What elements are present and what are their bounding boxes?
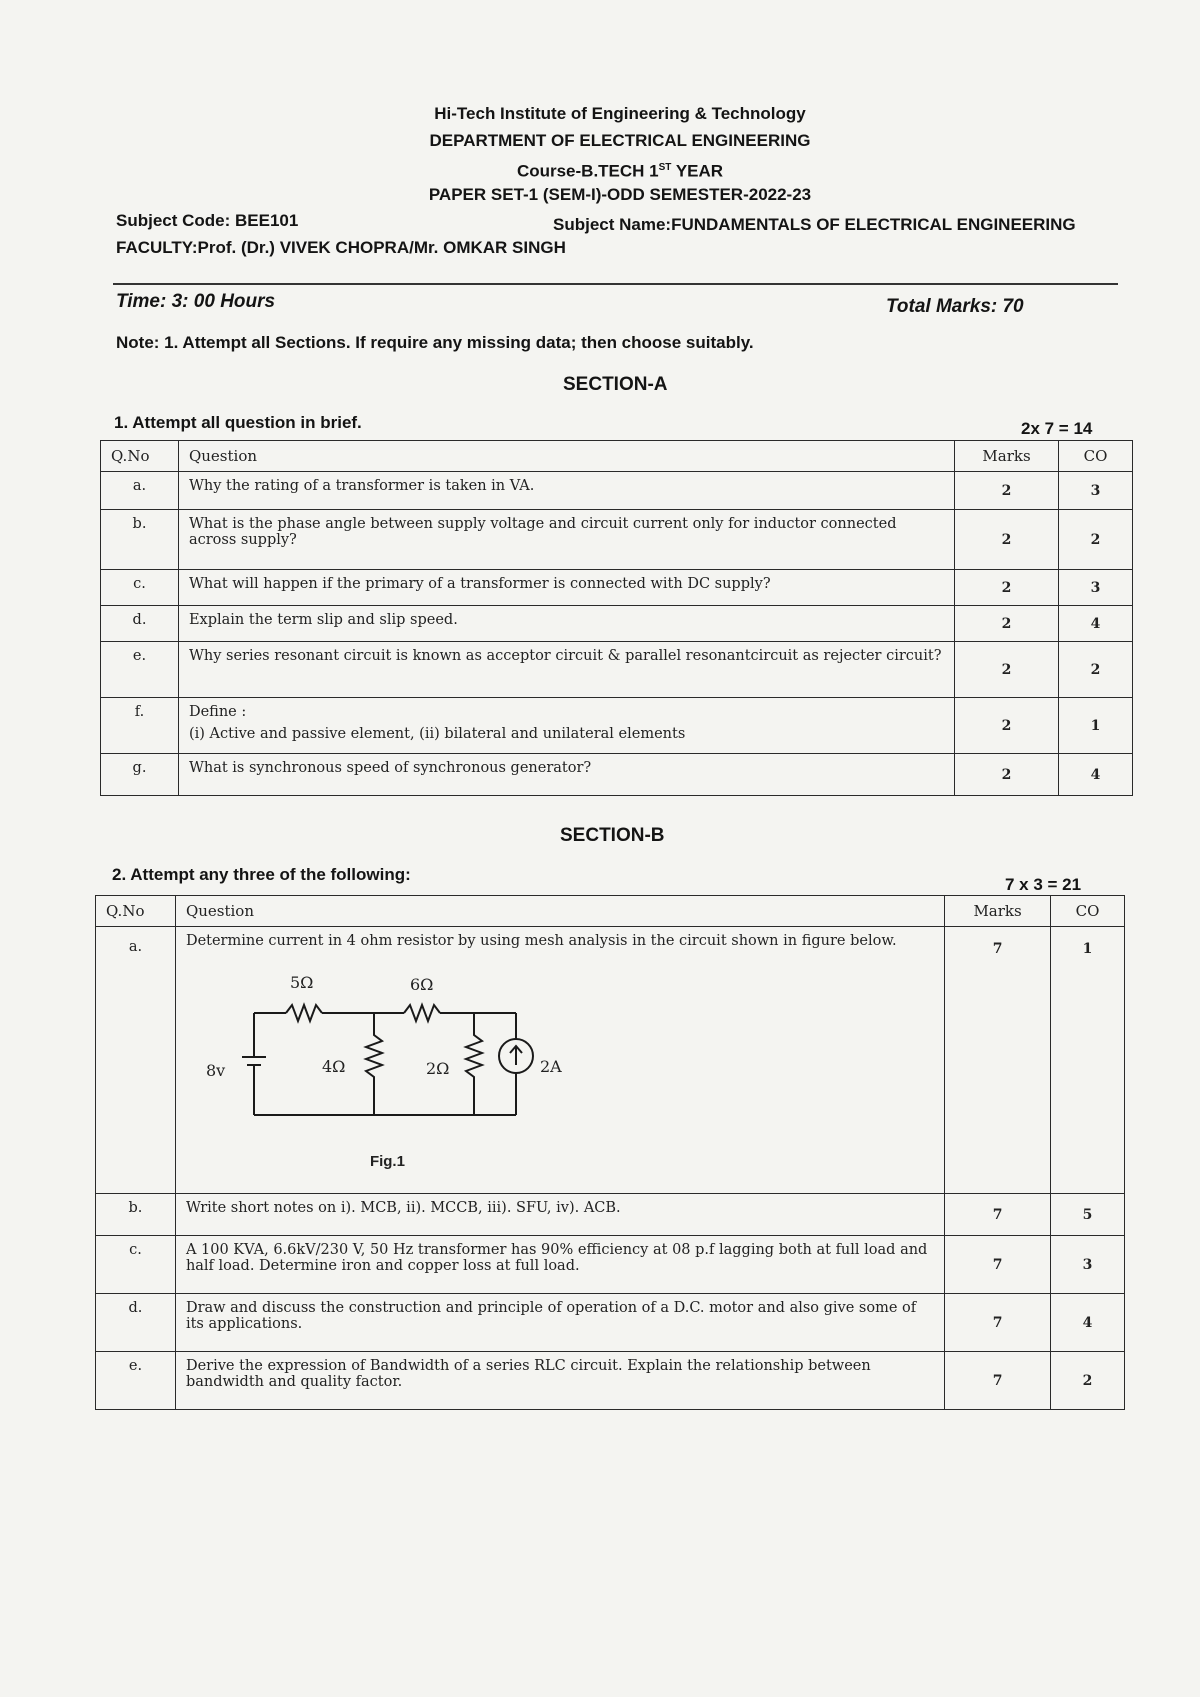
question-text: Determine current in 4 ohm resistor by using mesh analysis in the circuit shown in figure below. [185, 933, 897, 949]
question-marks: 2 [955, 642, 1059, 698]
paper-set: PAPER SET-1 (SEM-I)-ODD SEMESTER-2022-23 [428, 185, 812, 204]
question-co: 3 [1051, 1236, 1125, 1294]
table-row [96, 927, 1125, 1194]
question-number: c. [96, 1236, 176, 1294]
question-co: 4 [1059, 606, 1133, 642]
column-header-co: CO [1051, 896, 1125, 927]
resistor-4-ohm [366, 1013, 382, 1115]
question-number: a. [96, 927, 176, 1194]
column-header-qno: Q.No [96, 896, 176, 927]
circuit-figure [186, 957, 606, 1187]
question-text: What is synchronous speed of synchronous generator? [178, 754, 954, 796]
section-b-marks-formula: 7 x 3 = 21 [1005, 875, 1082, 894]
question-marks: 2 [955, 606, 1059, 642]
question-number: a. [101, 472, 179, 510]
question-number: f. [101, 698, 179, 754]
question-number: c. [101, 570, 179, 606]
table-row [101, 570, 1133, 606]
table-header-row [101, 441, 1133, 472]
question-number: b. [96, 1194, 176, 1236]
question-co: 2 [1059, 642, 1133, 698]
question-number: e. [96, 1352, 176, 1410]
question-co: 5 [1051, 1194, 1125, 1236]
course-superscript: ST [658, 162, 672, 173]
question-marks: 7 [945, 927, 1051, 1194]
table-row [96, 1236, 1125, 1294]
question-co: 4 [1051, 1294, 1125, 1352]
institute-name: Hi-Tech Institute of Engineering & Technology [434, 104, 806, 123]
label-r3: 4Ω [321, 1057, 346, 1076]
question-text: Write short notes on i). MCB, ii). MCCB, iii). SFU, iv). ACB. [175, 1194, 944, 1236]
question-marks: 7 [945, 1194, 1051, 1236]
subject-name: Subject Name:FUNDAMENTALS OF ELECTRICAL ENGINEERING [553, 215, 1076, 234]
table-row [96, 1294, 1125, 1352]
column-header-qno: Q.No [101, 441, 179, 472]
question-marks: 2 [955, 754, 1059, 796]
header-divider [113, 283, 1118, 285]
question-text: Define : [188, 704, 247, 720]
section-a-table [100, 440, 1133, 796]
figure-caption: Fig.1 [369, 1153, 405, 1170]
question-text: A 100 KVA, 6.6kV/230 V, 50 Hz transformer has 90% efficiency at 08 p.f lagging both at full load and half load. Determine iron and copper loss at full load. [175, 1236, 944, 1294]
subject-code: Subject Code: BEE101 [116, 211, 299, 230]
question-marks: 7 [945, 1294, 1051, 1352]
question-text: What is the phase angle between supply voltage and circuit current only for inductor connected across supply? [178, 510, 954, 570]
question-text: What will happen if the primary of a transformer is connected with DC supply? [178, 570, 954, 606]
column-header-co: CO [1059, 441, 1133, 472]
column-header-marks: Marks [945, 896, 1051, 927]
question-co: 1 [1059, 698, 1133, 754]
question-number: d. [101, 606, 179, 642]
table-row [96, 1352, 1125, 1410]
exam-note: Note: 1. Attempt all Sections. If require any missing data; then choose suitably. [116, 333, 754, 352]
current-source-arrow [510, 1046, 522, 1065]
column-header-marks: Marks [955, 441, 1059, 472]
total-marks: Total Marks: 70 [886, 296, 1024, 317]
exam-time: Time: 3: 00 Hours [116, 291, 276, 312]
table-row [101, 642, 1133, 698]
question-number: e. [101, 642, 179, 698]
question-co: 2 [1051, 1352, 1125, 1410]
question-cell [175, 927, 944, 1194]
table-row [101, 754, 1133, 796]
question-marks: 2 [955, 510, 1059, 570]
table-row [101, 698, 1133, 754]
question-text: Derive the expression of Bandwidth of a series RLC circuit. Explain the relationship between bandwidth and quality factor. [175, 1352, 944, 1410]
question-subtext: (i) Active and passive element, (ii) bilateral and unilateral elements [188, 726, 686, 742]
question-marks: 7 [945, 1236, 1051, 1294]
table-row [96, 1194, 1125, 1236]
question-co: 3 [1059, 570, 1133, 606]
question-co: 4 [1059, 754, 1133, 796]
faculty: FACULTY:Prof. (Dr.) VIVEK CHOPRA/Mr. OMKAR SINGH [116, 238, 566, 257]
column-header-question: Question [175, 896, 944, 927]
section-a-marks-formula: 2x 7 = 14 [1021, 419, 1093, 438]
table-header-row [96, 896, 1125, 927]
question-text: Explain the term slip and slip speed. [178, 606, 954, 642]
course-text: Course-B.TECH 1 [516, 161, 659, 181]
course-suffix: YEAR [671, 161, 724, 181]
section-b-table [95, 895, 1125, 1410]
section-a-instruction: 1. Attempt all question in brief. [114, 413, 362, 432]
resistor-5-ohm [286, 1005, 322, 1021]
section-b-title: SECTION-B [560, 825, 665, 846]
question-number: d. [96, 1294, 176, 1352]
label-r4: 2Ω [425, 1059, 450, 1078]
question-cell [178, 698, 954, 754]
column-header-question: Question [178, 441, 954, 472]
question-number: g. [101, 754, 179, 796]
table-row [101, 510, 1133, 570]
label-voltage-source: 8v [205, 1061, 226, 1080]
question-text: Draw and discuss the construction and principle of operation of a D.C. motor and also give some of its applications. [175, 1294, 944, 1352]
section-b-instruction: 2. Attempt any three of the following: [112, 865, 411, 884]
question-co: 1 [1051, 927, 1125, 1194]
label-current-source: 2A [539, 1057, 562, 1076]
question-co: 2 [1059, 510, 1133, 570]
question-marks: 2 [955, 698, 1059, 754]
question-co: 3 [1059, 472, 1133, 510]
department-name: DEPARTMENT OF ELECTRICAL ENGINEERING [429, 131, 811, 150]
table-row [101, 472, 1133, 510]
question-text: Why the rating of a transformer is taken in VA. [178, 472, 954, 510]
question-text: Why series resonant circuit is known as acceptor circuit & parallel resonantcircuit as rejecter circuit? [178, 642, 954, 698]
question-number: b. [101, 510, 179, 570]
question-marks: 7 [945, 1352, 1051, 1410]
label-r1: 5Ω [289, 973, 314, 992]
question-marks: 2 [955, 472, 1059, 510]
question-marks: 2 [955, 570, 1059, 606]
table-row [101, 606, 1133, 642]
label-r2: 6Ω [409, 975, 434, 994]
section-a-title: SECTION-A [563, 374, 668, 395]
resistor-6-ohm [404, 1005, 440, 1021]
resistor-2-ohm [466, 1013, 482, 1115]
